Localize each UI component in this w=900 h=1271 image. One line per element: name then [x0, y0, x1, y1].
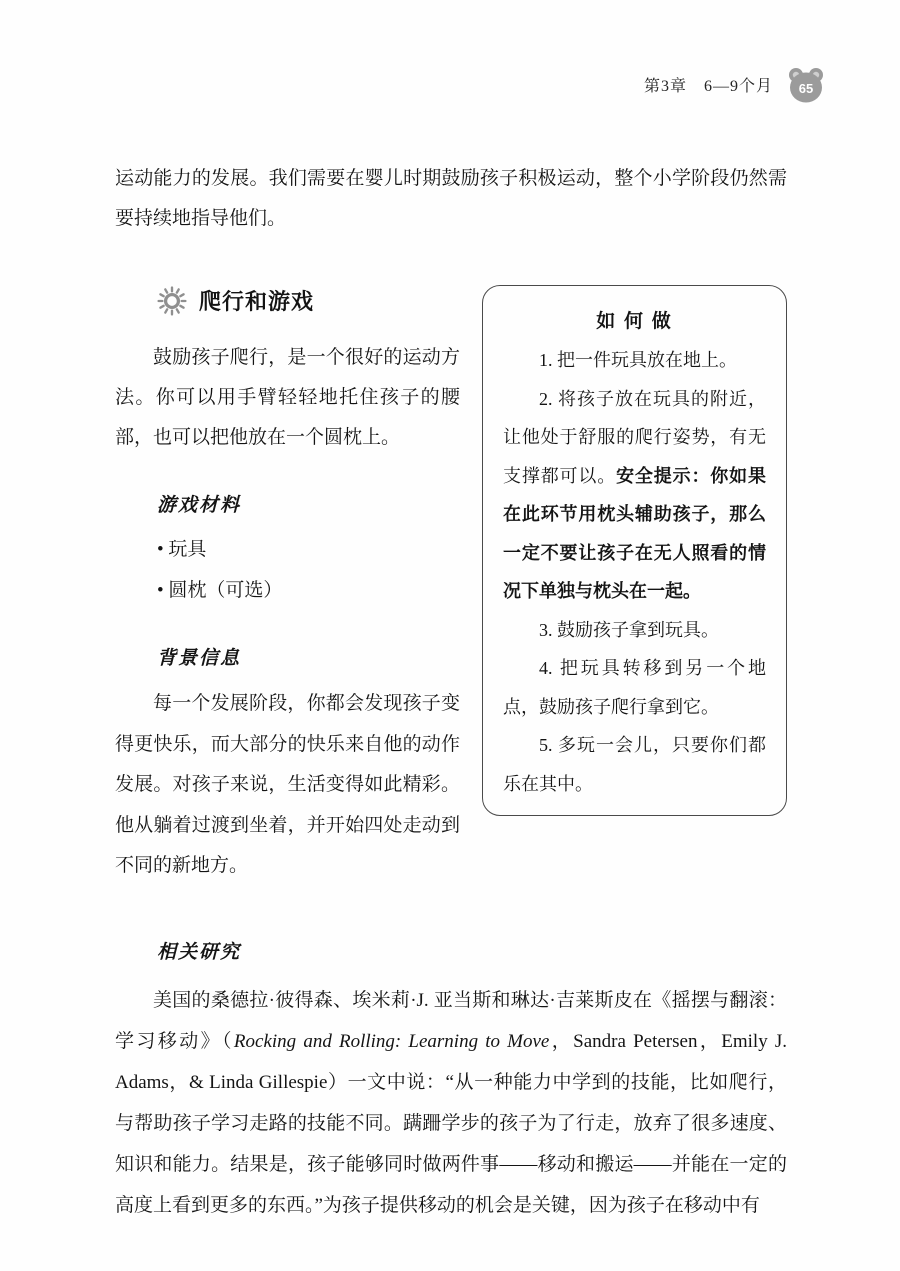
background-heading: 背景信息 [157, 648, 242, 669]
step-text: 1. 把一件玩具放在地上。 [539, 350, 737, 370]
page-header [115, 66, 827, 103]
step-text: 2. 将孩子放在玩具的附近，让他处于舒服的爬行姿势，有无支撑都可以。 [503, 388, 766, 486]
howto-title: 如 何 做 [596, 311, 673, 332]
howto-step [503, 726, 766, 803]
background-paragraph: 每一个发展阶段，你都会发现孩子变得更快乐，而大部分的快乐来自他的动作发展。对孩子来说，生活变得如此精彩。他从躺着过渡到坐着，并开始四处走动到不同的新地方。 [115, 693, 460, 876]
step-text: 5. 多玩一会儿，只要你们都乐在其中。 [503, 735, 766, 794]
materials-list [157, 529, 460, 611]
page-number: 65 [798, 81, 814, 96]
materials-heading: 游戏材料 [157, 495, 242, 516]
sun-icon [157, 286, 187, 316]
howto-step [503, 611, 766, 650]
section-title: 爬行和游戏 [199, 289, 315, 314]
research-text: ，Sandra Petersen，Emily J. Adams，& Linda Gillespie）一文中说：“从一种能力中学到的技能，比如爬行，与帮助孩子学习走路的技能不同。蹒跚学步的孩子为了行走，放弃了很多速度、知识和能力。结果是，孩子能够同时做两件事——移动和搬运——并能在一定的高度上看到更多的东西。”为孩子提供移动的机会是关键，因为孩子在移动中有 [115, 1030, 787, 1216]
howto-box [482, 285, 787, 816]
chapter-label: 第3章 6—9个月 [643, 78, 773, 95]
content-columns [115, 285, 787, 887]
research-paragraph [115, 980, 787, 1226]
step-text-bold: 安全提示：你如果在此环节用枕头辅助孩子，那么一定不要让孩子在无人照看的情况下单独与枕头在一起。 [503, 465, 767, 601]
list-item: • 圆枕（可选） [157, 570, 460, 611]
howto-step [503, 380, 766, 611]
research-heading: 相关研究 [157, 941, 242, 963]
lead-paragraph: 鼓励孩子爬行，是一个很好的运动方法。你可以用手臂轻轻地托住孩子的腰部，也可以把他放在一个圆枕上。 [115, 347, 460, 448]
research-text: 美国的桑德拉·彼得森、埃米莉·J. 亚当斯和琳达·吉莱斯皮在《摇摆与翻滚：学习移动》（ [115, 989, 787, 1052]
intro-paragraph: 运动能力的发展。我们需要在婴儿时期鼓励孩子积极运动，整个小学阶段仍然需要持续地指导他们。 [115, 168, 787, 229]
bear-icon [785, 66, 827, 103]
left-column [115, 285, 460, 887]
howto-step [503, 341, 766, 380]
research-english-title: Rocking and Rolling: Learning to Move [233, 1030, 550, 1052]
section-title-row [157, 285, 460, 316]
step-text: 3. 鼓励孩子拿到玩具。 [539, 619, 719, 640]
howto-step [503, 649, 766, 726]
list-item: • 玩具 [157, 529, 460, 570]
step-text: 4. 把玩具转移到另一个地点，鼓励孩子爬行拿到它。 [503, 658, 766, 717]
